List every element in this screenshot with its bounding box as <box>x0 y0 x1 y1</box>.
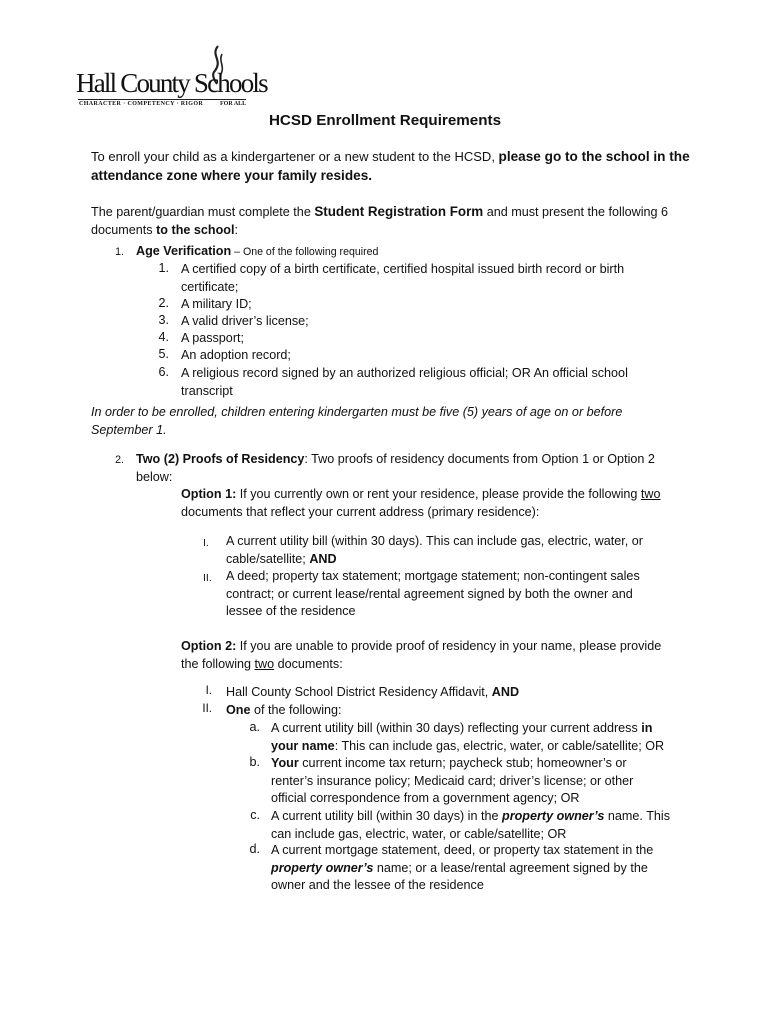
to-the-school-text: to the school <box>156 222 235 237</box>
kindergarten-age-note: In order to be enrolled, children entering kindergarten must be five (5) years of age on or before September 1. <box>91 405 623 437</box>
option-2-text-a: If you are unable to provide proof of residency in your name, please provide the following <box>181 639 662 671</box>
option-1-underlined: two <box>640 487 661 501</box>
option-1-item: A deed; property tax statement; mortgage statement; non-contingent sales contract; or current lease/rental agreement signed by both the owner and lessee of the residence <box>226 569 640 619</box>
intro-text: To enroll your child as a kindergartener or a new student to the HCSD, <box>91 149 499 164</box>
sub-item-text: current income tax return; paycheck stub; homeowner’s or renter’s insurance policy; Medicaid card; driver’s license; or other official correspondence from a government agency; OR <box>271 756 634 806</box>
sub-item-text: A current utility bill (within 30 days) in the <box>271 809 502 823</box>
hall-county-schools-logo <box>76 44 267 108</box>
sub-item <box>271 808 681 843</box>
sub-item-bold: Your <box>271 756 299 770</box>
list-item-number: 5. <box>158 347 169 361</box>
option-1-text-a: If you currently own or rent your residence, please provide the following <box>236 487 641 501</box>
sub-item-bold: in your name <box>271 721 653 753</box>
guardian-text-1: The parent/guardian must complete the <box>91 205 315 219</box>
list-item: A passport; <box>181 331 245 345</box>
sub-item-letter: d. <box>249 842 260 856</box>
logo-tagline: FOR ALL <box>220 101 247 107</box>
roman-numeral: I. <box>203 537 209 549</box>
guardian-text-2: and must present the following 6 documents <box>91 205 669 237</box>
sub-item-text: name; or a lease/rental agreement signed by the owner and the lessee of the residence <box>271 860 648 893</box>
option-1-text-b: documents that reflect your current address (primary residence): <box>181 504 540 519</box>
option-2-underlined: two <box>254 656 275 671</box>
list-item-number: 6. <box>158 365 169 379</box>
residency-title: Two (2) Proofs of Residency <box>136 452 305 466</box>
list-item-number: 1. <box>158 261 169 275</box>
sub-item <box>271 755 666 808</box>
intro-paragraph <box>91 147 691 185</box>
option-2-paragraph <box>181 638 681 673</box>
age-verification-note: – One of the following required <box>231 246 379 258</box>
intro-bold-text: please go to the school in the attendance zone where your family resides. <box>91 149 690 183</box>
section-number: 1. <box>115 246 124 258</box>
option-1-label: Option 1: <box>181 487 237 501</box>
sub-item <box>271 842 676 895</box>
page-title: HCSD Enrollment Requirements <box>268 112 502 129</box>
sub-item-text: name. This can include gas, electric, water, or cable/satellite; OR <box>271 809 670 841</box>
one-text: One <box>226 703 251 717</box>
roman-numeral: II. <box>203 572 212 584</box>
registration-form-name: Student Registration Form <box>314 204 484 219</box>
list-item-number: 4. <box>158 330 169 344</box>
sub-item <box>271 720 676 755</box>
option-2-label: Option 2: <box>181 639 237 653</box>
list-item: A certified copy of a birth certificate, certified hospital issued birth record or birth certificate; <box>181 262 625 294</box>
list-item: A valid driver’s license; <box>181 314 309 328</box>
sub-item-letter: a. <box>249 720 260 734</box>
of-the-following-text: of the following: <box>250 703 342 717</box>
option-1-item <box>226 533 666 568</box>
list-item-number: 3. <box>158 313 169 327</box>
affidavit-text: Hall County School District Residency Affidavit, <box>226 685 492 699</box>
option-2-text-b: documents: <box>274 656 343 671</box>
property-owner-text: property owner’s <box>271 860 374 875</box>
guardian-paragraph <box>91 203 691 239</box>
list-item-number: 2. <box>158 296 169 310</box>
residency-text: : Two proofs of residency documents from Option 1 or Option 2 below: <box>136 452 655 484</box>
guardian-text-3: : <box>234 222 238 237</box>
roman-numeral: I. <box>205 685 212 697</box>
sub-item-letter: c. <box>250 808 260 822</box>
logo-motto: CHARACTER · COMPETENCY · RIGOR <box>79 101 204 107</box>
list-item: A religious record signed by an authorized religious official; OR An official school transcript <box>181 366 628 398</box>
and-text: AND <box>491 685 520 699</box>
residency-heading <box>136 451 666 486</box>
property-owner-text: property owner’s <box>502 809 605 823</box>
list-item: An adoption record; <box>181 348 291 362</box>
option-2-item <box>226 684 666 702</box>
sub-item-text: A current utility bill (within 30 days) reflecting your current address <box>271 721 642 735</box>
and-text: AND <box>309 551 337 566</box>
list-item: A military ID; <box>181 297 252 311</box>
option-1-paragraph <box>181 486 671 521</box>
option-1-item-text: A current utility bill (within 30 days). This can include gas, electric, water, or cable/satellite; <box>226 534 643 566</box>
sub-item-letter: b. <box>249 755 260 769</box>
age-verification-heading <box>136 243 676 262</box>
sub-item-text: A current mortgage statement, deed, or property tax statement in the <box>271 843 654 857</box>
section-number: 2. <box>115 454 124 466</box>
logo-wordmark: Hall County Schools <box>76 68 267 98</box>
roman-numeral: II. <box>202 703 212 715</box>
option-2-item <box>226 702 666 720</box>
age-verification-title: Age Verification <box>136 244 232 258</box>
sub-item-text: : This can include gas, electric, water, or cable/satellite; OR <box>334 738 665 753</box>
